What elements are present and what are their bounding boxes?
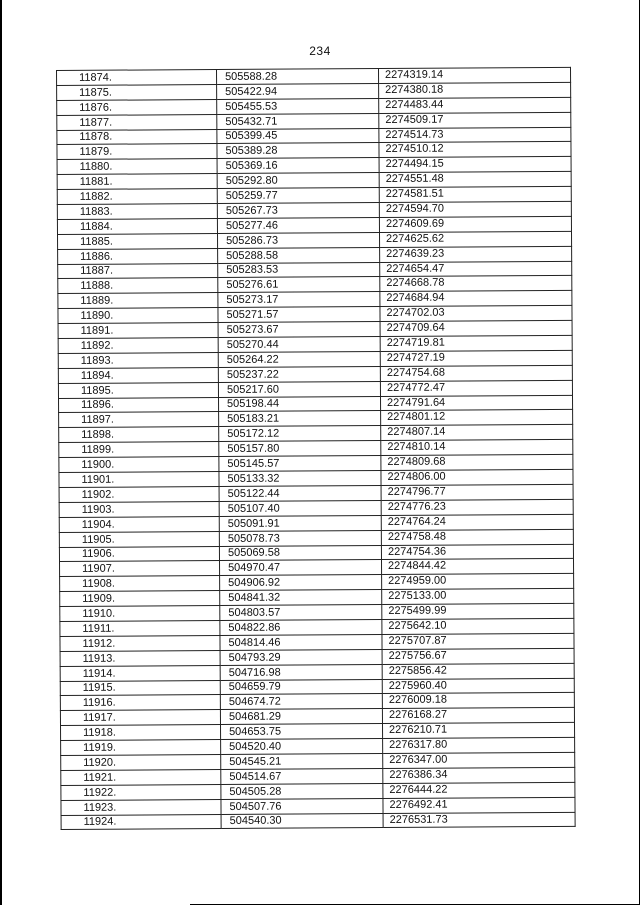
point-index-cell: 11877. <box>57 114 217 130</box>
northing-cell: 2276492.41 <box>383 797 575 813</box>
northing-cell: 2274509.17 <box>379 112 571 128</box>
easting-cell: 504906.92 <box>220 575 382 591</box>
northing-cell: 2274702.03 <box>380 306 572 322</box>
point-index-cell: 11888. <box>58 278 218 294</box>
point-index-cell: 11923. <box>61 799 221 815</box>
easting-cell: 505432.71 <box>217 113 379 129</box>
northing-cell: 2274625.62 <box>379 231 571 247</box>
point-index-cell: 11875. <box>57 84 217 100</box>
northing-cell: 2274801.12 <box>381 410 573 426</box>
northing-cell: 2276444.22 <box>383 782 575 798</box>
easting-cell: 504659.79 <box>220 679 382 695</box>
easting-cell: 504674.72 <box>220 694 382 710</box>
point-index-cell: 11898. <box>59 427 219 443</box>
point-index-cell: 11874. <box>57 70 217 86</box>
easting-cell: 504653.75 <box>221 724 383 740</box>
coordinate-table <box>56 67 576 831</box>
easting-cell: 504803.57 <box>220 605 382 621</box>
point-index-cell: 11882. <box>57 189 217 205</box>
northing-cell: 2274719.81 <box>380 335 572 351</box>
northing-cell: 2275856.42 <box>382 663 574 679</box>
easting-cell: 505273.67 <box>218 322 380 338</box>
northing-cell: 2276347.00 <box>383 752 575 768</box>
easting-cell: 505422.94 <box>217 83 379 99</box>
northing-cell: 2274810.14 <box>381 440 573 456</box>
northing-cell: 2274380.18 <box>379 82 571 98</box>
easting-cell: 505455.53 <box>217 98 379 114</box>
northing-cell: 2274796.77 <box>381 484 573 500</box>
point-index-cell: 11909. <box>60 591 220 607</box>
easting-cell: 505183.21 <box>219 411 381 427</box>
point-index-cell: 11900. <box>59 457 219 473</box>
easting-cell: 504507.76 <box>221 798 383 814</box>
point-index-cell: 11924. <box>61 814 221 830</box>
point-index-cell: 11891. <box>58 323 218 339</box>
northing-cell: 2274959.00 <box>382 574 574 590</box>
point-index-cell: 11906. <box>59 546 219 562</box>
northing-cell: 2276009.18 <box>382 693 574 709</box>
point-index-cell: 11917. <box>60 710 220 726</box>
point-index-cell: 11881. <box>57 174 217 190</box>
easting-cell: 505273.17 <box>218 292 380 308</box>
coordinate-table-body <box>57 67 576 830</box>
point-index-cell: 11879. <box>57 144 217 160</box>
northing-cell: 2274551.48 <box>379 172 571 188</box>
northing-cell: 2274772.47 <box>380 380 572 396</box>
northing-cell: 2274668.78 <box>380 276 572 292</box>
easting-cell: 505069.58 <box>219 545 381 561</box>
easting-cell: 505369.16 <box>217 158 379 174</box>
easting-cell: 505399.45 <box>217 128 379 144</box>
point-index-cell: 11912. <box>60 635 220 651</box>
northing-cell: 2275756.67 <box>382 648 574 664</box>
point-index-cell: 11893. <box>58 352 218 368</box>
easting-cell: 505172.12 <box>219 426 381 442</box>
northing-cell: 2275707.87 <box>382 633 574 649</box>
point-index-cell: 11904. <box>59 516 219 532</box>
easting-cell: 505276.61 <box>218 277 380 293</box>
point-index-cell: 11913. <box>60 650 220 666</box>
northing-cell: 2274510.12 <box>379 142 571 158</box>
easting-cell: 505288.58 <box>218 247 380 263</box>
point-index-cell: 11922. <box>61 784 221 800</box>
northing-cell: 2275960.40 <box>382 678 574 694</box>
point-index-cell: 11915. <box>60 680 220 696</box>
northing-cell: 2275133.00 <box>382 589 574 605</box>
northing-cell: 2276386.34 <box>383 767 575 783</box>
easting-cell: 505157.80 <box>219 441 381 457</box>
point-index-cell: 11884. <box>57 218 217 234</box>
northing-cell: 2274754.36 <box>381 544 573 560</box>
point-index-cell: 11878. <box>57 129 217 145</box>
point-index-cell: 11911. <box>60 620 220 636</box>
northing-cell: 2276210.71 <box>382 723 574 739</box>
northing-cell: 2274581.51 <box>379 186 571 202</box>
northing-cell: 2275642.10 <box>382 618 574 634</box>
point-index-cell: 11894. <box>58 367 218 383</box>
easting-cell: 504814.46 <box>220 634 382 650</box>
easting-cell: 505198.44 <box>219 396 381 412</box>
northing-cell: 2274609.69 <box>379 216 571 232</box>
easting-cell: 505283.53 <box>218 262 380 278</box>
point-index-cell: 11919. <box>61 740 221 756</box>
point-index-cell: 11902. <box>59 486 219 502</box>
table-row <box>61 812 575 830</box>
northing-cell: 2274776.23 <box>381 499 573 515</box>
scan-edge-left <box>0 0 2 905</box>
northing-cell: 2274809.68 <box>381 455 573 471</box>
easting-cell: 504520.40 <box>221 739 383 755</box>
northing-cell: 2274791.64 <box>380 395 572 411</box>
point-index-cell: 11886. <box>58 248 218 264</box>
point-index-cell: 11903. <box>59 501 219 517</box>
easting-cell: 505264.22 <box>218 351 380 367</box>
easting-cell: 504716.98 <box>220 664 382 680</box>
point-index-cell: 11876. <box>57 99 217 115</box>
easting-cell: 505217.60 <box>218 381 380 397</box>
point-index-cell: 11914. <box>60 665 220 681</box>
point-index-cell: 11905. <box>59 531 219 547</box>
easting-cell: 505286.73 <box>218 232 380 248</box>
easting-cell: 505259.77 <box>217 188 379 204</box>
northing-cell: 2274807.14 <box>381 425 573 441</box>
northing-cell: 2275499.99 <box>382 603 574 619</box>
easting-cell: 504793.29 <box>220 649 382 665</box>
northing-cell: 2274639.23 <box>380 246 572 262</box>
easting-cell: 505267.73 <box>217 203 379 219</box>
northing-cell: 2274709.64 <box>380 320 572 336</box>
northing-cell: 2274494.15 <box>379 157 571 173</box>
easting-cell: 505122.44 <box>219 485 381 501</box>
point-index-cell: 11885. <box>58 233 218 249</box>
point-index-cell: 11890. <box>58 308 218 324</box>
northing-cell: 2274684.94 <box>380 291 572 307</box>
easting-cell: 505078.73 <box>219 530 381 546</box>
point-index-cell: 11897. <box>59 412 219 428</box>
northing-cell: 2274754.68 <box>380 365 572 381</box>
northing-cell: 2274758.48 <box>381 529 573 545</box>
point-index-cell: 11896. <box>59 397 219 413</box>
easting-cell: 505091.91 <box>219 515 381 531</box>
easting-cell: 505277.46 <box>217 217 379 233</box>
point-index-cell: 11901. <box>59 472 219 488</box>
northing-cell: 2274514.73 <box>379 127 571 143</box>
point-index-cell: 11892. <box>58 338 218 354</box>
easting-cell: 505588.28 <box>217 69 379 85</box>
point-index-cell: 11920. <box>61 754 221 770</box>
easting-cell: 504514.67 <box>221 768 383 784</box>
northing-cell: 2274844.42 <box>381 559 573 575</box>
northing-cell: 2274727.19 <box>380 350 572 366</box>
northing-cell: 2274806.00 <box>381 469 573 485</box>
northing-cell: 2274764.24 <box>381 514 573 530</box>
easting-cell: 504841.32 <box>220 590 382 606</box>
easting-cell: 504822.86 <box>220 619 382 635</box>
northing-cell: 2276168.27 <box>382 708 574 724</box>
point-index-cell: 11899. <box>59 442 219 458</box>
easting-cell: 505271.57 <box>218 307 380 323</box>
point-index-cell: 11910. <box>60 606 220 622</box>
northing-cell: 2274483.44 <box>379 97 571 113</box>
easting-cell: 505237.22 <box>218 366 380 382</box>
easting-cell: 504545.21 <box>221 753 383 769</box>
northing-cell: 2276531.73 <box>383 812 575 828</box>
point-index-cell: 11889. <box>58 293 218 309</box>
point-index-cell: 11916. <box>60 695 220 711</box>
easting-cell: 505389.28 <box>217 143 379 159</box>
northing-cell: 2274594.70 <box>379 201 571 217</box>
point-index-cell: 11908. <box>60 576 220 592</box>
point-index-cell: 11883. <box>57 204 217 220</box>
point-index-cell: 11880. <box>57 159 217 175</box>
easting-cell: 504540.30 <box>221 813 383 829</box>
easting-cell: 505145.57 <box>219 456 381 472</box>
page-number: 234 <box>309 44 331 58</box>
northing-cell: 2274319.14 <box>378 67 570 83</box>
easting-cell: 505133.32 <box>219 471 381 487</box>
easting-cell: 505107.40 <box>219 500 381 516</box>
point-index-cell: 11907. <box>60 561 220 577</box>
easting-cell: 504505.28 <box>221 783 383 799</box>
point-index-cell: 11895. <box>58 382 218 398</box>
point-index-cell: 11918. <box>61 725 221 741</box>
point-index-cell: 11921. <box>61 769 221 785</box>
easting-cell: 505292.80 <box>217 173 379 189</box>
easting-cell: 504970.47 <box>220 560 382 576</box>
easting-cell: 504681.29 <box>220 709 382 725</box>
easting-cell: 505270.44 <box>218 337 380 353</box>
northing-cell: 2276317.80 <box>383 737 575 753</box>
point-index-cell: 11887. <box>58 263 218 279</box>
northing-cell: 2274654.47 <box>380 261 572 277</box>
